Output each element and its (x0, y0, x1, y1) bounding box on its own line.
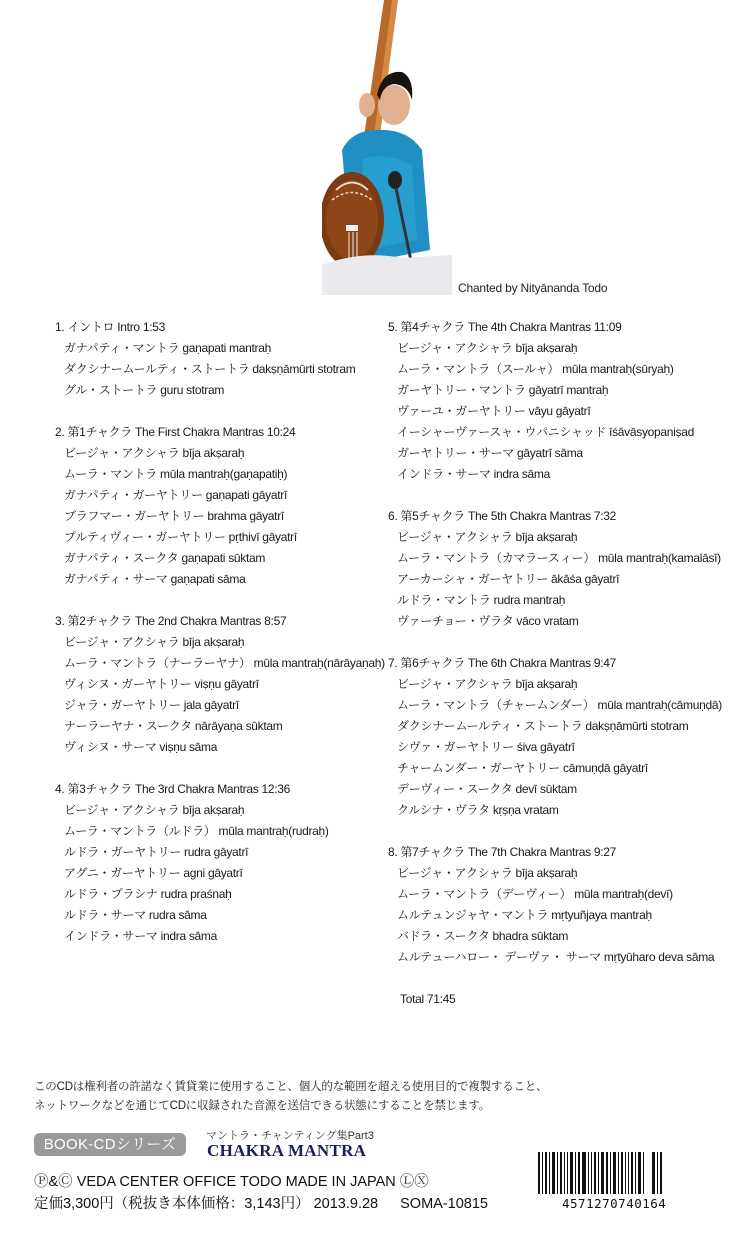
tracklist-right-column (388, 317, 728, 1010)
track-title: 5. 第4チャクラ The 4th Chakra Mantras 11:09 (388, 320, 622, 334)
track-item: ムーラ・マントラ（デーヴィー） mūla mantraḥ(devī) (397, 887, 673, 901)
track-item: グル・ストートラ guru stotram (64, 383, 225, 397)
track-item: ヴァーチョー・ヴラタ vāco vratam (397, 614, 579, 628)
track-item: ヴァーユ・ガーヤトリー vāyu gāyatrī (397, 404, 591, 418)
track-item: ビージャ・アクシャラ bīja akṣaraḥ (397, 341, 578, 355)
track-item: ムルテュンジャヤ・マントラ mṛtyuñjaya mantraḥ (397, 908, 652, 922)
barcode-icon (538, 1152, 693, 1194)
track-title: 2. 第1チャクラ The First Chakra Mantras 10:24 (55, 425, 296, 439)
track-item: ビージャ・アクシャラ bīja akṣaraḥ (64, 635, 245, 649)
track-item: デーヴィー・スークタ devī sūktam (397, 782, 577, 796)
tracklist-left-column (55, 317, 385, 968)
footer (34, 1171, 488, 1215)
track-item: ビージャ・アクシャラ bīja akṣaraḥ (397, 866, 578, 880)
track-item: ガーヤトリー・サーマ gāyatrī sāma (397, 446, 583, 460)
price-line (34, 1193, 488, 1215)
track-item: ダクシナームールティ・ストートラ dakṣṇāmūrti stotram (64, 362, 356, 376)
track-item: プルティヴィー・ガーヤトリー pṛthivī gāyatrī (64, 530, 297, 544)
track-item: ビージャ・アクシャラ bīja akṣaraḥ (64, 803, 245, 817)
track-8 (388, 842, 728, 968)
track-6 (388, 506, 728, 632)
track-item: ルドラ・サーマ rudra sāma (64, 908, 207, 922)
copyright-line: Ⓟ&Ⓒ VEDA CENTER OFFICE TODO MADE IN JAPAN ⓁⓍ (34, 1174, 429, 1190)
track-item: ムーラ・マントラ（カマラースィー） mūla mantraḥ(kamalāsī) (397, 551, 721, 565)
track-1 (55, 317, 375, 401)
track-item: ムーラ・マントラ（スールャ） mūla mantraḥ(sūryaḥ) (397, 362, 674, 376)
track-item: ムーラ・マントラ（ナーラーヤナ） mūla mantraḥ(nārāyaṇaḥ) (64, 656, 385, 670)
release-date: 2013.9.28 (313, 1196, 379, 1212)
track-title: 7. 第6チャクラ The 6th Chakra Mantras 9:47 (388, 656, 616, 670)
track-item: シヴァ・ガーヤトリー śiva gāyatrī (397, 740, 575, 754)
price: 定価3,300円（税抜き本体価格：3,143円） (34, 1196, 310, 1212)
track-item: ルドラ・ガーヤトリー rudra gāyatrī (64, 845, 249, 859)
track-5 (388, 317, 728, 485)
track-item: アグニ・ガーヤトリー agni gāyatrī (64, 866, 243, 880)
track-item: ルドラ・マントラ rudra mantraḥ (397, 593, 566, 607)
track-item: ムルテューハロー・ デーヴァ・ サーマ mṛtyūharo deva sāma (397, 950, 715, 964)
track-7 (388, 653, 728, 821)
track-item: クルシナ・ヴラタ kṛṣṇa vratam (397, 803, 559, 817)
track-item: イーシャーヴァースャ・ウパニシャッド īśāvāsyopaniṣad (397, 425, 694, 439)
track-title: 4. 第3チャクラ The 3rd Chakra Mantras 12:36 (55, 782, 291, 796)
track-item: ムーラ・マントラ（チャームンダー） mūla mantraḥ(cāmuṇḍā) (397, 698, 722, 712)
track-title: 1. イントロ Intro 1:53 (55, 320, 165, 334)
track-item: ムーラ・マントラ mūla mantraḥ(gaṇapatiḥ) (64, 467, 288, 481)
track-item: ナーラーヤナ・スークタ nārāyaṇa sūktam (64, 719, 283, 733)
series-badge: BOOK-CDシリーズ (34, 1133, 186, 1156)
notice-line-2: ネットワークなどを通じてCDに収録された音源を送信できる状態にすることを禁じます。 (34, 1100, 490, 1112)
catalog-number: SOMA-10815 (400, 1196, 488, 1212)
track-item: ガナパティ・マントラ gaṇapati mantraḥ (64, 341, 271, 355)
copyright-notice (34, 1078, 547, 1116)
track-title: 6. 第5チャクラ The 5th Chakra Mantras 7:32 (388, 509, 616, 523)
track-4 (55, 779, 375, 947)
track-item: ガナパティ・サーマ gaṇapati sāma (64, 572, 246, 586)
track-item: アーカーシャ・ガーヤトリー ākāśa gāyatrī (397, 572, 620, 586)
notice-line-1: このCDは権利者の許諾なく賃貸業に使用すること、個人的な範囲を超える使用目的で複製すること、 (34, 1081, 548, 1093)
total-duration: Total 71:45 (400, 992, 456, 1006)
track-item: チャームンダー・ガーヤトリー cāmuṇḍā gāyatrī (397, 761, 648, 775)
track-item: ヴィシヌ・ガーヤトリー viṣṇu gāyatrī (64, 677, 259, 691)
track-item: インドラ・サーマ indra sāma (397, 467, 550, 481)
track-item: ビージャ・アクシャラ bīja akṣaraḥ (397, 530, 578, 544)
track-item: ダクシナームールティ・ストートラ dakṣṇāmūrti stotram (397, 719, 689, 733)
track-title: 3. 第2チャクラ The 2nd Chakra Mantras 8:57 (55, 614, 287, 628)
performer-caption: Chanted by Nityānanda Todo (458, 281, 608, 295)
track-item: ビージャ・アクシャラ bīja akṣaraḥ (397, 677, 578, 691)
album-subtitle: マントラ・チャンティング集Part3 (206, 1130, 374, 1142)
track-item: ヴィシヌ・サーマ viṣṇu sāma (64, 740, 218, 754)
track-item: ルドラ・プラシナ rudra praśnaḥ (64, 887, 232, 901)
track-item: バドラ・スークタ bhadra sūktam (397, 929, 569, 943)
track-item: ブラフマー・ガーヤトリー brahma gāyatrī (64, 509, 284, 523)
track-item: ガナパティ・スークタ gaṇapati sūktam (64, 551, 266, 565)
track-item: ムーラ・マントラ（ルドラ） mūla mantraḥ(rudraḥ) (64, 824, 329, 838)
track-item: ビージャ・アクシャラ bīja akṣaraḥ (64, 446, 245, 460)
barcode-number: 4571270740164 (562, 1196, 667, 1211)
track-item: ガナパティ・ガーヤトリー gaṇapati gāyatrī (64, 488, 288, 502)
track-item: インドラ・サーマ indra sāma (64, 929, 217, 943)
track-item: ガーヤトリー・マントラ gāyatrī mantraḥ (397, 383, 609, 397)
track-2 (55, 422, 375, 590)
track-3 (55, 611, 385, 758)
track-item: ジャラ・ガーヤトリー jala gāyatrī (64, 698, 239, 712)
performer-photo (322, 0, 452, 295)
track-title: 8. 第7チャクラ The 7th Chakra Mantras 9:27 (388, 845, 616, 859)
album-title: CHAKRA MANTRA (207, 1141, 367, 1160)
